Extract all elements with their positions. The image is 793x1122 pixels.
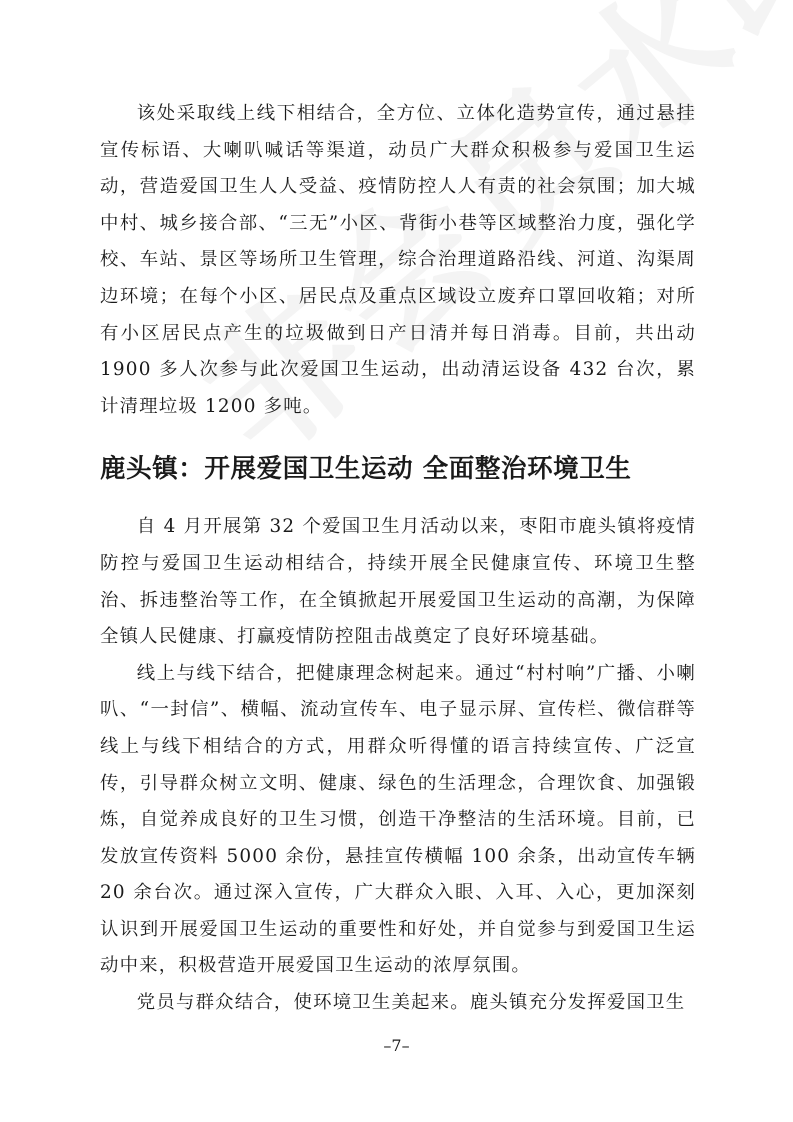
paragraph-1: 自 4 月开展第 32 个爱国卫生月活动以来，枣阳市鹿头镇将疫情防控与爱国卫生运动相结合，持续开展全民健康宣传、环境卫生整治、拆违整治等工作，在全镇掀起开展爱国卫生运动的高潮，为保障全镇人民健康、打赢疫情防控阻击战奠定了良好环境基础。	[100, 516, 696, 648]
page-number: –7–	[383, 1036, 410, 1055]
article-body	[100, 96, 696, 1022]
paragraph-2: 线上与线下结合，把健康理念树起来。通过“村村响”广播、小喇叭、“一封信”、横幅、流动宣传车、电子显示屏、宣传栏、微信群等线上与线下相结合的方式，用群众听得懂的语言持续宣传、广泛宣传，引导群众树立文明、健康、绿色的生活理念，合理饮食、加强锻炼，自觉养成良好的卫生习惯，创造干净整洁的生活环境。目前，已发放宣传资料 5000 余份，悬挂宣传横幅 100 余条，出动宣传车辆 20 余台次。通过深入宣传，广大群众入眼、入耳、入心，更加深刻认识到开展爱国卫生运动的重要性和好处，并自觉参与到爱国卫生运动中来，积极营造开展爱国卫生运动的浓厚氛围。	[100, 662, 696, 977]
section-heading: 鹿头镇：开展爱国卫生运动 全面整治环境卫生	[100, 454, 632, 485]
paragraph-intro: 该处采取线上线下相结合，全方位、立体化造势宣传，通过悬挂宣传标语、大喇叭喊话等渠道，动员广大群众积极参与爱国卫生运动，营造爱国卫生人人受益、疫情防控人人有责的社会氛围；加大城中村、城乡接合部、“三无”小区、背街小巷等区域整治力度，强化学校、车站、景区等场所卫生管理，综合治理道路沿线、河道、沟渠周边环境；在每个小区、居民点及重点区域设立废弃口罩回收箱；对所有小区居民点产生的垃圾做到日产日清并每日消毒。目前，共出动 1900 多人次参与此次爱国卫生运动，出动清运设备 432 台次，累计清理垃圾 1200 多吨。	[100, 103, 696, 417]
paragraph-3: 党员与群众结合，使环境卫生美起来。鹿头镇充分发挥爱国卫生	[136, 992, 686, 1014]
